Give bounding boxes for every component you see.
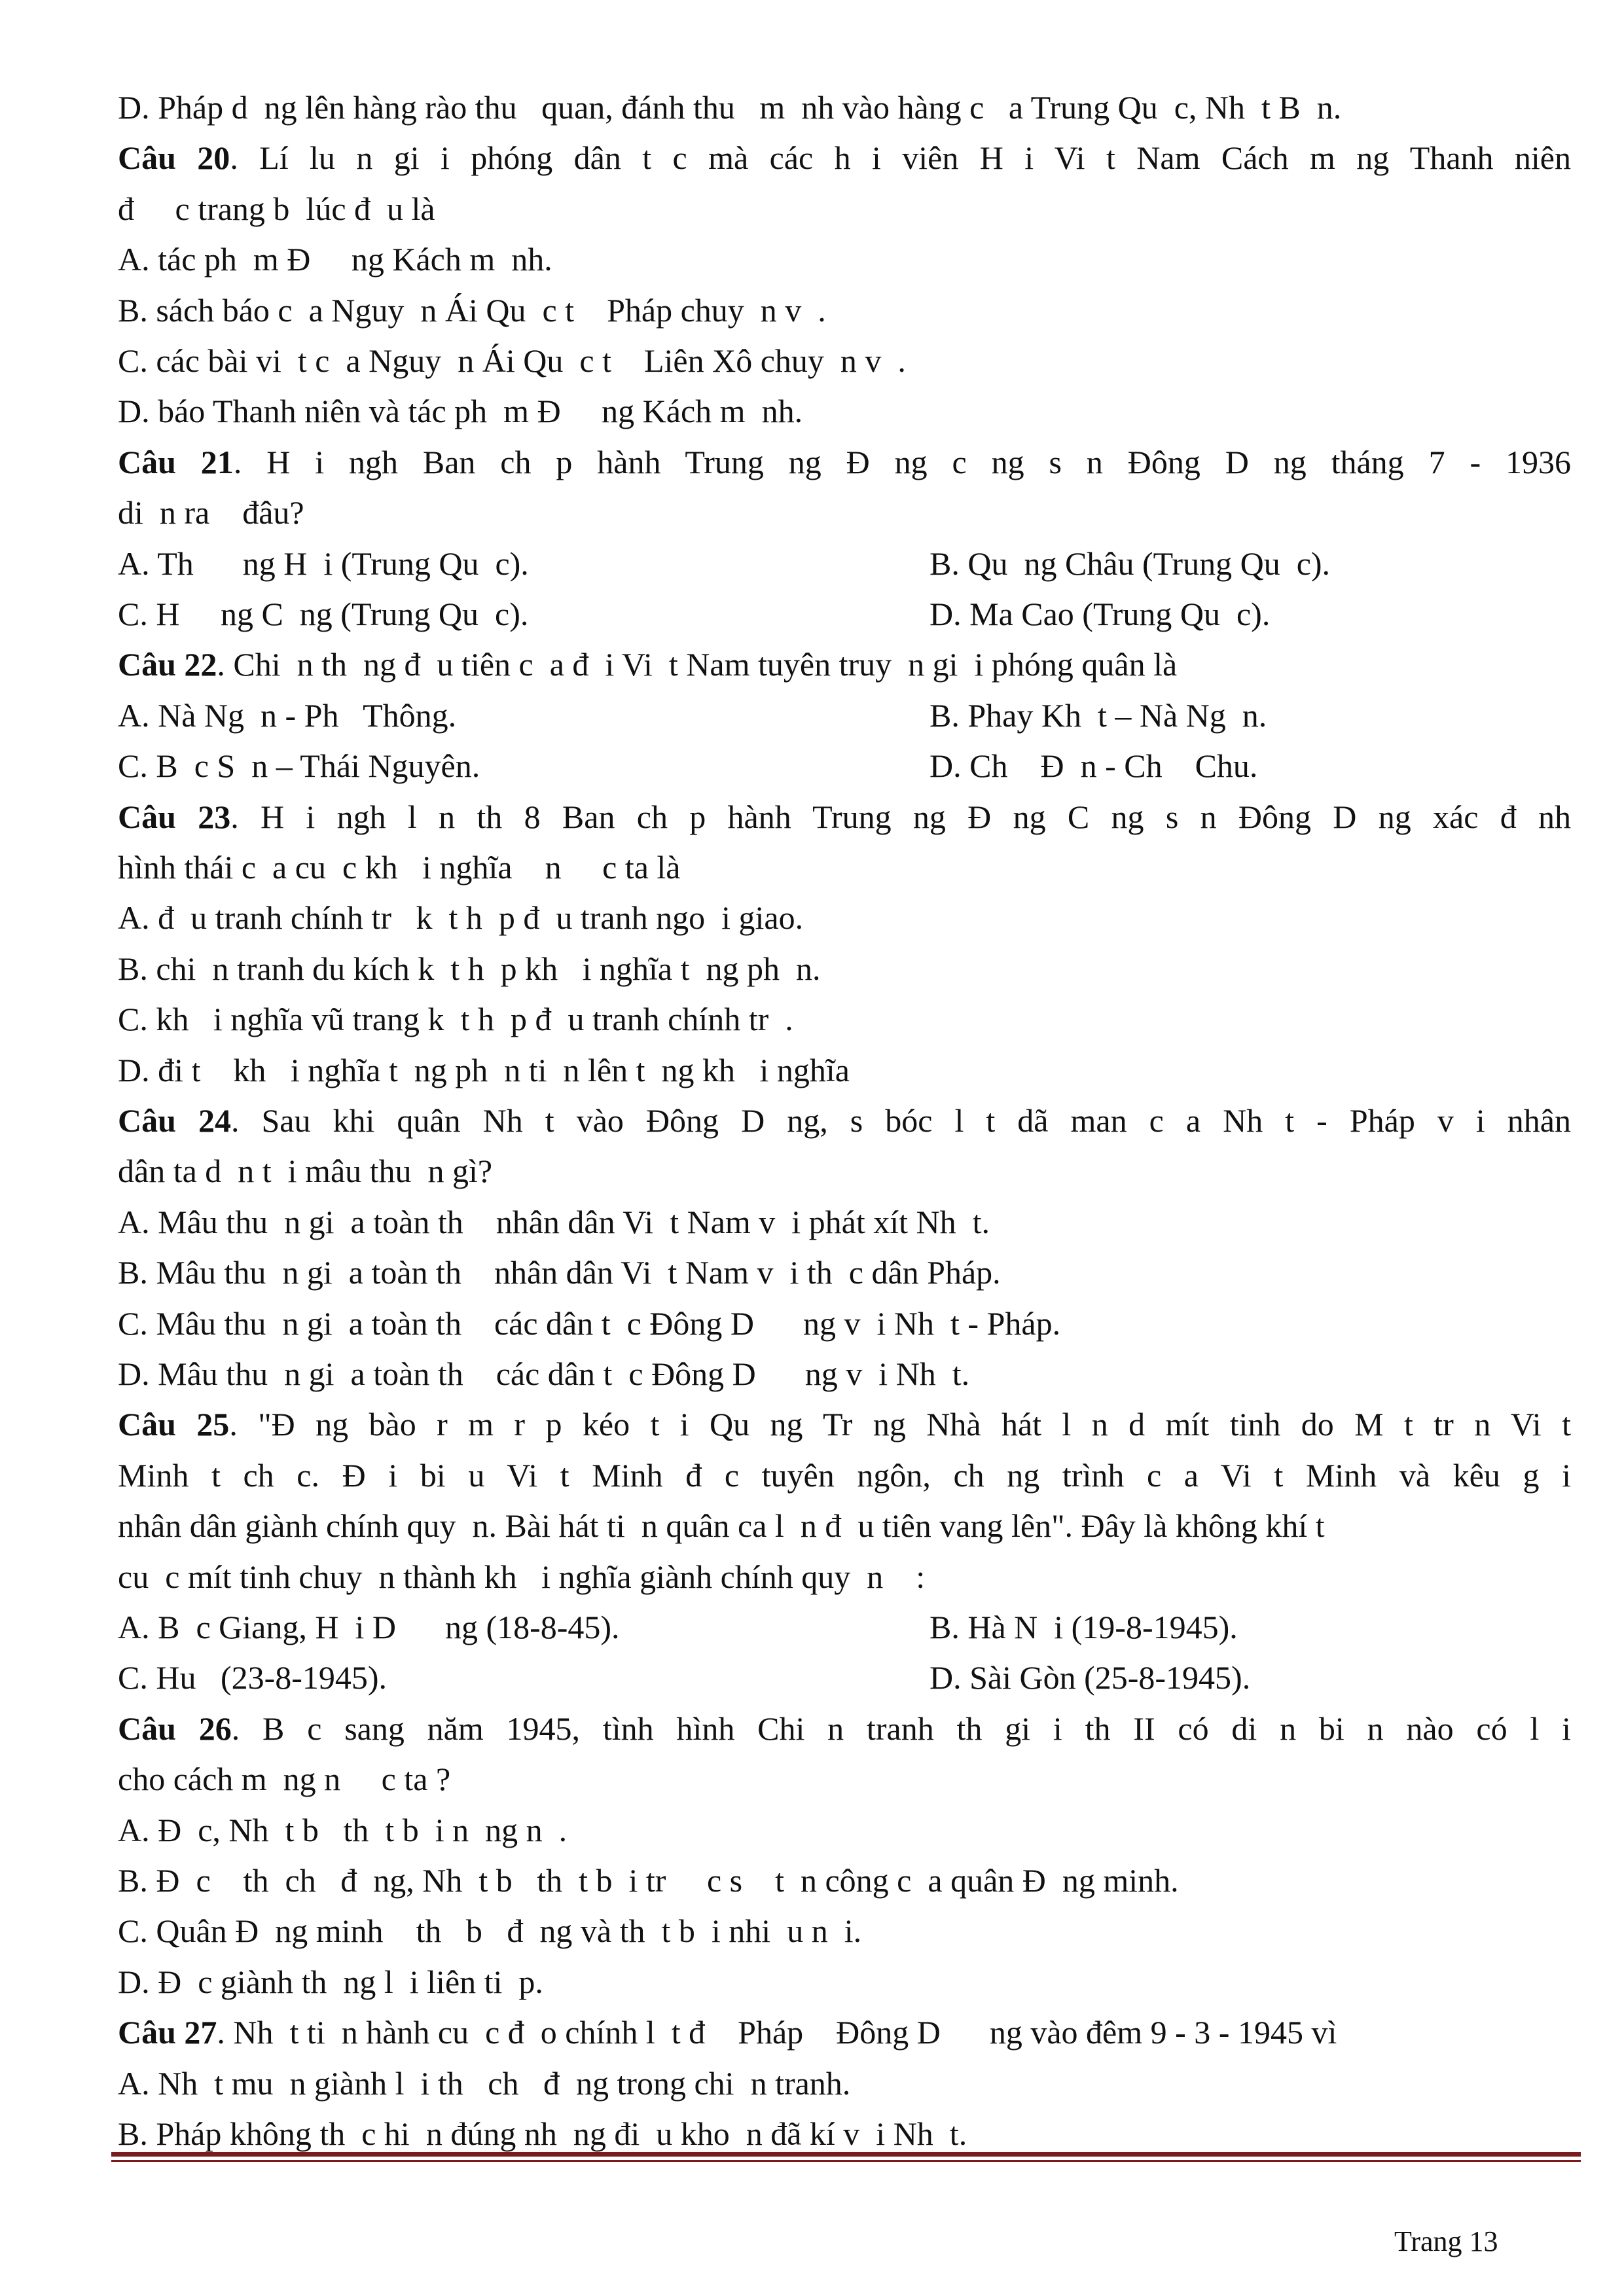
line-text: D. đi t kh i nghĩa t ng ph n ti n lên t ng kh i nghĩa xyxy=(118,1051,850,1088)
line-text: B. chi n tranh du kích k t h p kh i nghĩa t ng ph n. xyxy=(118,950,821,987)
line-text: cu c mít tinh chuy n thành kh i nghĩa giành chính quy n : xyxy=(118,1558,926,1595)
line-text: A. đ u tranh chính tr k t h p đ u tranh ngo i giao. xyxy=(118,899,804,937)
line-text: . B c sang năm 1945, tình hình Chi n tranh th gi i th II có di n bi n nào có l i xyxy=(231,1710,1572,1747)
text-line xyxy=(118,2110,1571,2157)
text-line xyxy=(118,236,1571,283)
line-text: . Nh t ti n hành cu c đ o chính l t đ Pháp Đông D ng vào đêm 9 - 3 - 1945 vì xyxy=(217,2014,1337,2051)
text-line xyxy=(118,1502,1571,1549)
footer-rule-thin xyxy=(111,2160,1581,2162)
text-line xyxy=(118,84,1571,131)
question-line xyxy=(118,1705,1571,1752)
answer-option: A. Nà Ng n - Ph Thông. xyxy=(118,696,457,734)
answer-option: A. B c Giang, H i D ng (18-8-45). xyxy=(118,1609,620,1645)
answer-option: D. Sài Gòn (25-8-1945). xyxy=(929,1659,1251,1696)
text-line xyxy=(118,1147,1571,1194)
line-text: B. Đ c th ch đ ng, Nh t b th t b i tr c s t n công c a quân Đ ng minh. xyxy=(118,1862,1179,1899)
text-line xyxy=(118,1198,1571,1246)
line-text: D. Mâu thu n gi a toàn th các dân t c Đông D ng v i Nh t. xyxy=(118,1355,970,1392)
text-line xyxy=(118,996,1571,1043)
answer-option: D. Ma Cao (Trung Qu c). xyxy=(929,596,1271,632)
line-text: B. Pháp không th c hi n đúng nh ng đi u kho n đã kí v i Nh t. xyxy=(118,2115,967,2152)
text-line xyxy=(118,1249,1571,1296)
text-line xyxy=(118,1806,1571,1854)
question-line xyxy=(118,2009,1571,2056)
text-line xyxy=(118,1350,1571,1397)
line-text: . "Đ ng bào r m r p kéo t i Qu ng Tr ng Nhà hát l n d mít tinh do M t tr n Vi t xyxy=(229,1406,1571,1443)
line-text: . H i ngh Ban ch p hành Trung ng Đ ng c ng s n Đông D ng tháng 7 - 1936 xyxy=(233,443,1571,480)
line-text: . Sau khi quân Nh t vào Đông D ng, s bóc l t dã man c a Nh t - Pháp v i nhân xyxy=(230,1102,1571,1139)
line-text: . Lí lu n gi i phóng dân t c mà các h i viên H i Vi t Nam Cách m ng Thanh niên xyxy=(230,139,1571,177)
text-line xyxy=(118,489,1571,536)
line-text: D. báo Thanh niên và tác ph m Đ ng Kách m nh. xyxy=(118,393,803,430)
text-line xyxy=(118,287,1571,334)
text-line xyxy=(118,590,1571,637)
text-line xyxy=(118,1958,1571,2005)
answer-option: C. Hu (23-8-1945). xyxy=(118,1659,388,1696)
line-text: D. Đ c giành th ng l i liên ti p. xyxy=(118,1963,543,2000)
text-line xyxy=(118,185,1571,232)
line-text: C. Quân Đ ng minh th b đ ng và th t b i nhi u n i. xyxy=(118,1912,862,1950)
line-text: di n ra đâu? xyxy=(118,494,304,531)
text-line xyxy=(118,1907,1571,1954)
line-text: Minh t ch c. Đ i bi u Vi t Minh đ c tuyên ngôn, ch ng trình c a Vi t Minh và kêu g i xyxy=(118,1456,1571,1494)
text-line xyxy=(118,945,1571,992)
line-text: A. Nh t mu n giành l i th ch đ ng trong chi n tranh. xyxy=(118,2064,851,2102)
line-text: A. Mâu thu n gi a toàn th nhân dân Vi t Nam v i phát xít Nh t. xyxy=(118,1203,990,1240)
answer-option: D. Ch Đ n - Ch Chu. xyxy=(929,747,1258,785)
line-text: A. Đ c, Nh t b th t b i n ng n . xyxy=(118,1811,568,1848)
text-line xyxy=(118,1755,1571,1803)
footer-rule-thick xyxy=(111,2152,1581,2157)
text-line xyxy=(118,1857,1571,1904)
text-line xyxy=(118,1553,1571,1600)
text-line xyxy=(118,742,1571,789)
answer-option: C. H ng C ng (Trung Qu c). xyxy=(118,596,529,632)
line-text: hình thái c a cu c kh i nghĩa n c ta là xyxy=(118,849,681,886)
question-line xyxy=(118,1097,1571,1144)
line-text: cho cách m ng n c ta ? xyxy=(118,1761,451,1798)
answer-option: B. Phay Kh t – Nà Ng n. xyxy=(929,696,1267,734)
question-line xyxy=(118,793,1571,840)
text-line xyxy=(118,1452,1571,1499)
question-number: Câu 27 xyxy=(118,2014,217,2051)
line-text: B. sách báo c a Nguy n Ái Qu c t Pháp chuy n v . xyxy=(118,291,826,329)
answer-option: B. Hà N i (19-8-1945). xyxy=(929,1609,1238,1645)
line-text: nhân dân giành chính quy n. Bài hát ti n quân ca l n đ u tiên vang lên". Đây là không khí t xyxy=(118,1507,1325,1545)
question-number: Câu 24 xyxy=(118,1102,231,1139)
answer-option: A. Th ng H i (Trung Qu c). xyxy=(118,545,529,582)
line-text: C. kh i nghĩa vũ trang k t h p đ u tranh chính tr . xyxy=(118,1001,793,1038)
question-number: Câu 21 xyxy=(118,443,234,480)
answer-option: C. B c S n – Thái Nguyên. xyxy=(118,747,480,785)
question-line xyxy=(118,641,1571,688)
question-number: Câu 25 xyxy=(118,1406,230,1443)
question-line xyxy=(118,134,1571,181)
text-line xyxy=(118,387,1571,435)
question-number: Câu 26 xyxy=(118,1710,232,1747)
line-text: B. Mâu thu n gi a toàn th nhân dân Vi t Nam v i th c dân Pháp. xyxy=(118,1254,1001,1291)
text-line xyxy=(118,894,1571,941)
line-text: C. Mâu thu n gi a toàn th các dân t c Đông D ng v i Nh t - Pháp. xyxy=(118,1304,1061,1342)
text-line xyxy=(118,1047,1571,1094)
text-line xyxy=(118,1654,1571,1701)
question-number: Câu 20 xyxy=(118,139,230,177)
text-line xyxy=(118,540,1571,587)
line-text: C. các bài vi t c a Nguy n Ái Qu c t Liên Xô chuy n v . xyxy=(118,342,906,379)
question-number: Câu 22 xyxy=(118,646,217,683)
page-number: Trang 13 xyxy=(1394,2225,1498,2257)
text-line xyxy=(118,844,1571,891)
answer-option: B. Qu ng Châu (Trung Qu c). xyxy=(929,545,1331,582)
question-line xyxy=(118,1401,1571,1448)
line-text: . Chi n th ng đ u tiên c a đ i Vi t Nam tuyên truy n gi i phóng quân là xyxy=(217,646,1178,683)
text-line xyxy=(118,337,1571,384)
text-line xyxy=(118,692,1571,739)
text-line xyxy=(118,2060,1571,2107)
text-line xyxy=(118,1604,1571,1651)
question-line xyxy=(118,439,1571,486)
line-text: dân ta d n t i mâu thu n gì? xyxy=(118,1153,493,1190)
line-text: đ c trang b lúc đ u là xyxy=(118,190,435,227)
line-text: A. tác ph m Đ ng Kách m nh. xyxy=(118,241,552,278)
line-text: . H i ngh l n th 8 Ban ch p hành Trung ng Đ ng C ng s n Đông D ng xác đ nh xyxy=(230,798,1571,835)
line-text: D. Pháp d ng lên hàng rào thu quan, đánh thu m nh vào hàng c a Trung Qu c, Nh t B n. xyxy=(118,89,1342,126)
text-line xyxy=(118,1300,1571,1347)
question-number: Câu 23 xyxy=(118,798,231,835)
